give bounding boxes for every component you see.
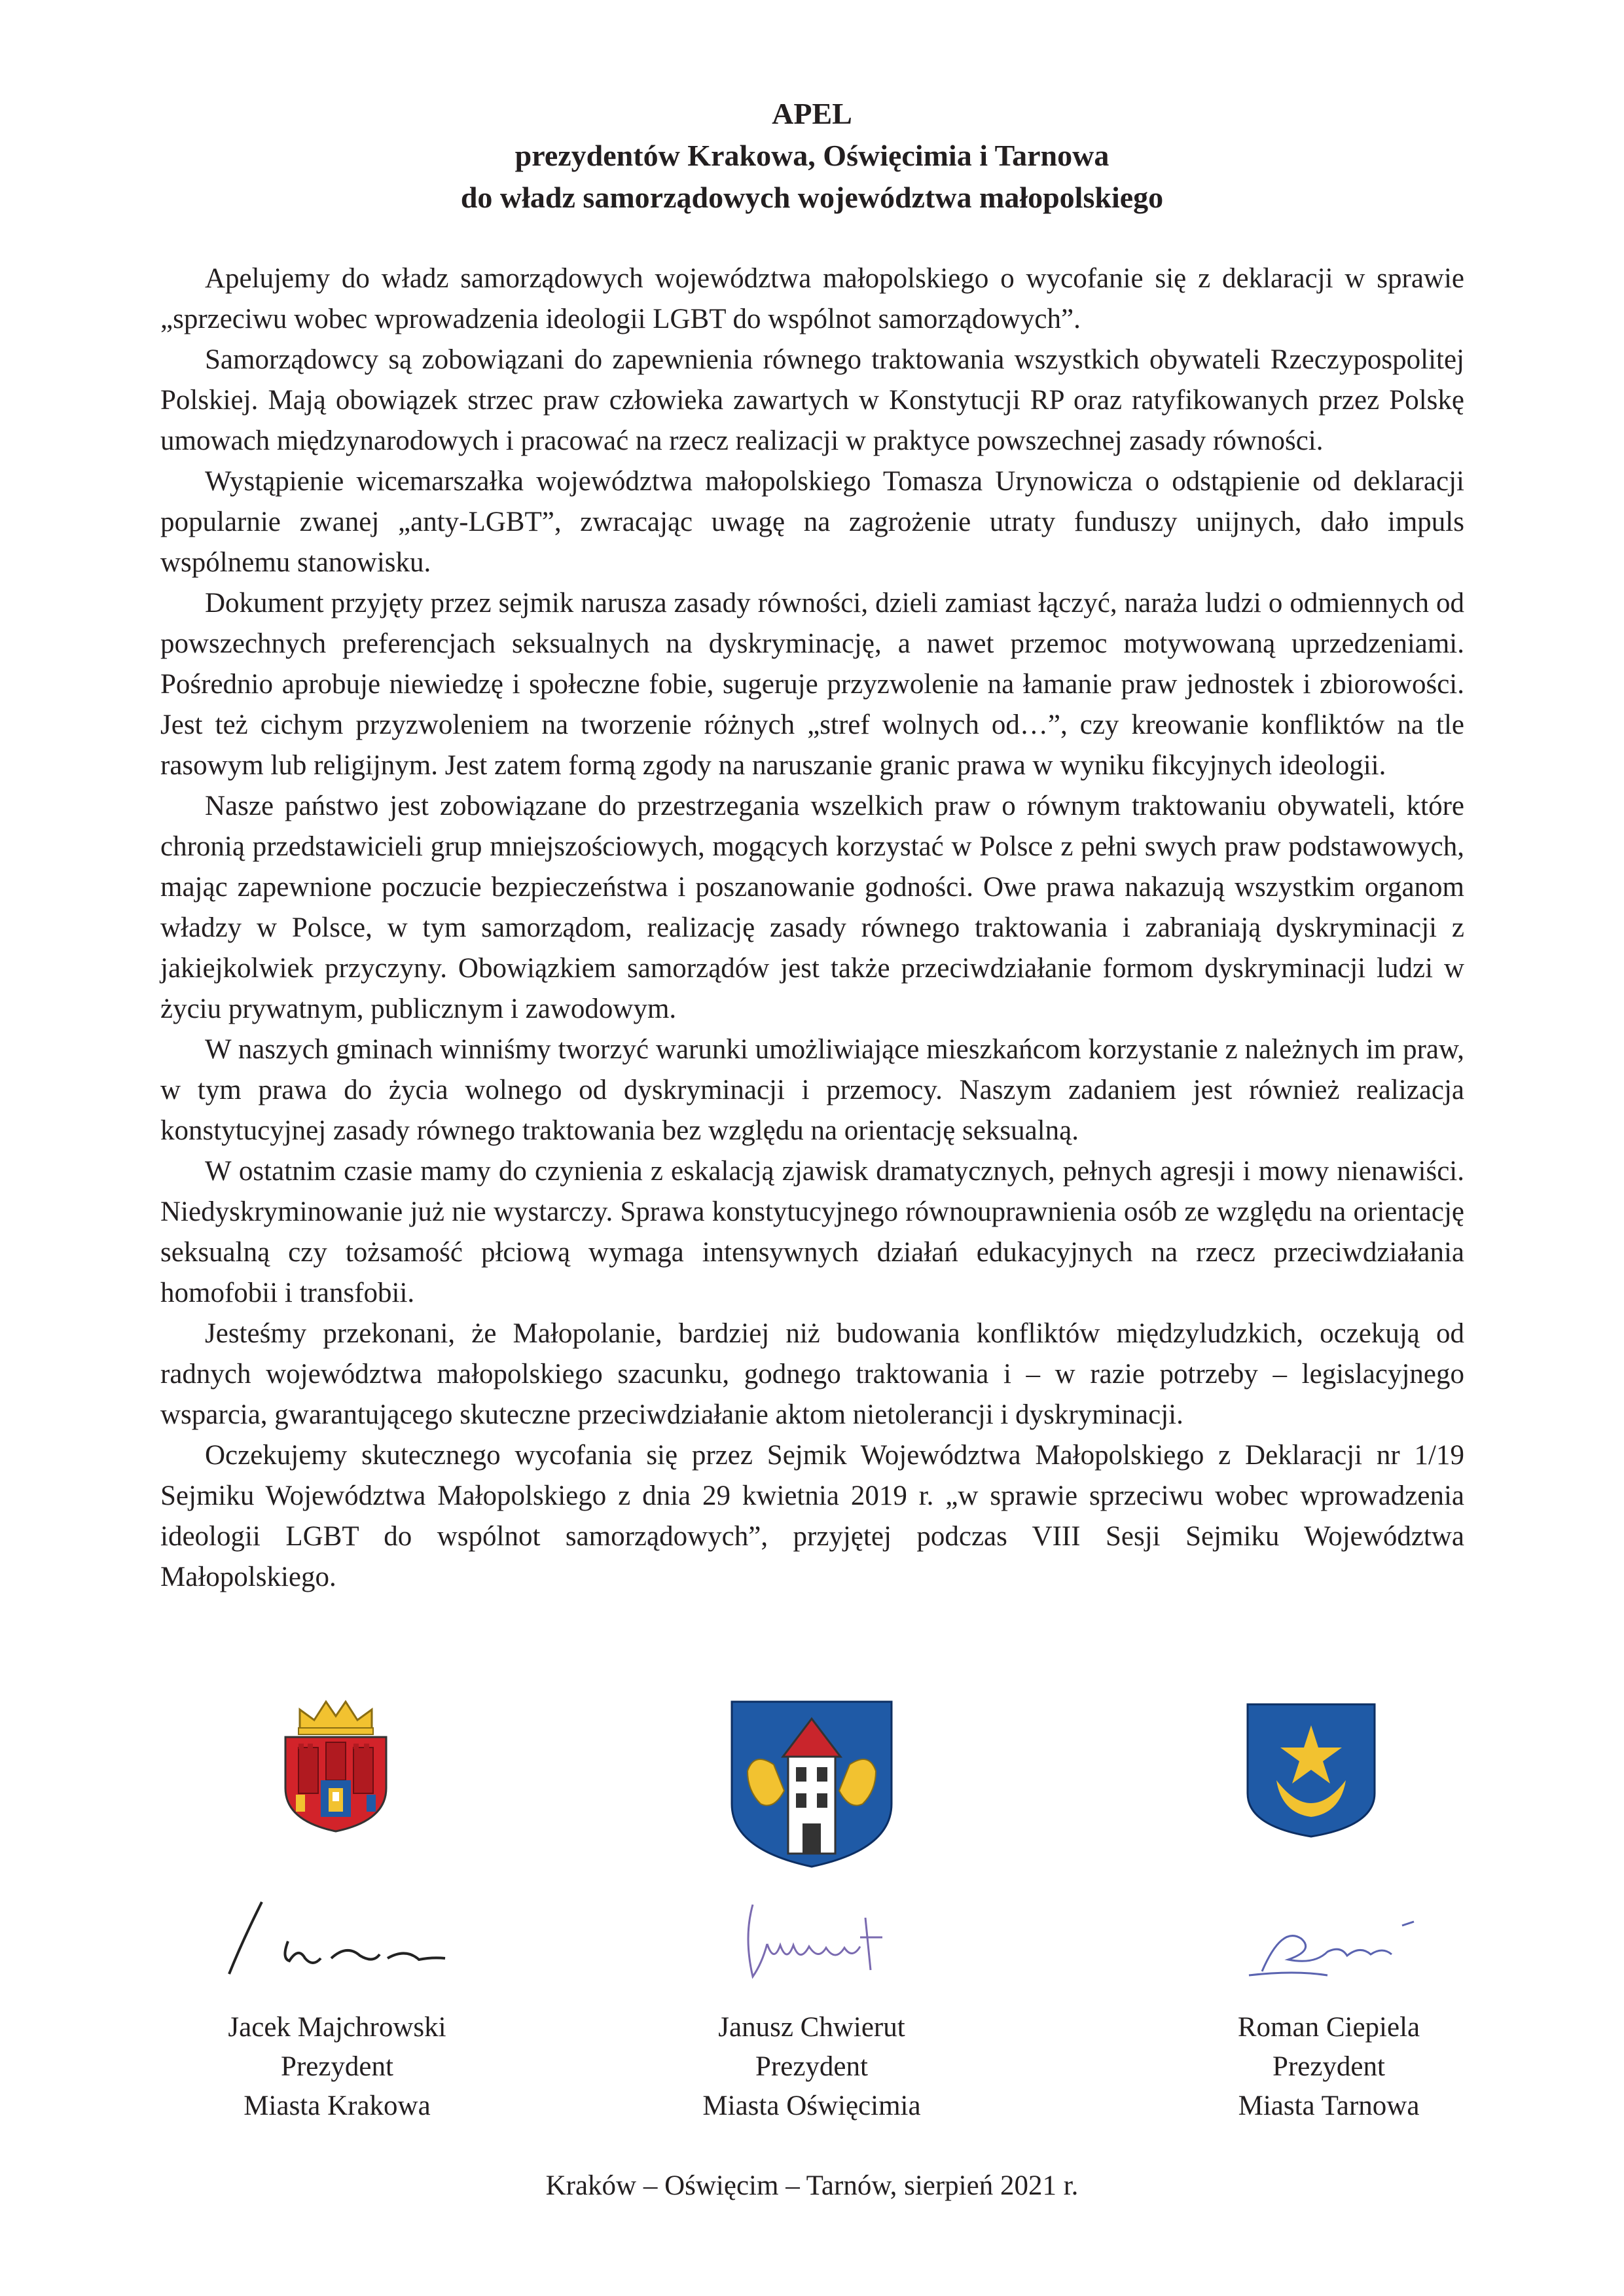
paragraph: Apelujemy do władz samorządowych województwa małopolskiego o wycofanie się z deklaracji w sprawie „sprzeciwu wobec wprowadzenia ideologii LGBT do wspólnot samorządowych”. (160, 263, 1464, 334)
paragraph: W naszych gminach winniśmy tworzyć warunki umożliwiające mieszkańcom korzystanie z należnych im praw, w tym prawa do życia wolnego od dyskryminacji i przemocy. Naszym zadaniem jest również realizacja konstytucyjnej zasady równego traktowania bez względu na orientację seksualną. (160, 1034, 1464, 1146)
letter-title (0, 93, 1624, 219)
signer-name: Janusz Chwierut (718, 2012, 905, 2043)
oswiecim-coat-of-arms (728, 1699, 895, 1869)
paragraph: Nasze państwo jest zobowiązane do przestrzegania wszelkich praw o równym traktowaniu obywateli, które chronią przedstawicieli grup mniejszościowych, mogących korzystać w Polsce z pełni swych praw podstawowych, mając zapewnione poczucie bezpieczeństwa i poszanowanie godności. Owe prawa nakazują wszystkim organom władzy w Polsce, w tym samorządom, realizację zasady równego traktowania i zabraniają dyskryminacji z jakiejkolwiek przyczyny. Obowiązkiem samorządów jest także przeciwdziałanie formom dyskryminacji ludzi w życiu prywatnym, publicznym i zawodowym. (160, 791, 1464, 1024)
signer-name: Jacek Majchrowski (228, 2012, 446, 2043)
tarnow-coat-of-arms (1242, 1702, 1380, 1839)
signer-city: Miasta Tarnowa (1238, 2090, 1420, 2121)
signer-role: Prezydent (1272, 2051, 1385, 2082)
title-line-2: prezydentów Krakowa, Oświęcimia i Tarnowa (514, 139, 1110, 172)
letter-body (160, 259, 1464, 1598)
signer-role: Prezydent (755, 2051, 868, 2082)
signature-ciepiela (1242, 1899, 1426, 1984)
signer-city: Miasta Oświęcimia (702, 2090, 921, 2121)
paragraph: Samorządowcy są zobowiązani do zapewnienia równego traktowania wszystkich obywateli Rzeczypospolitej Polskiej. Mają obowiązek strzec praw człowieka zawartych w Konstytucji RP oraz ratyfikowanych przez Polskę umowach międzynarodowych i pracować na rzecz realizacji w praktyce powszechnej zasady równości. (160, 344, 1464, 456)
title-line-3: do władz samorządowych województwa małopolskiego (460, 181, 1164, 214)
title-line-1: APEL (772, 97, 852, 130)
signer-block-oswiecim (583, 2008, 1041, 2126)
signature-chwierut (737, 1892, 907, 1990)
paragraph: Dokument przyjęty przez sejmik narusza zasady równości, dzieli zamiast łączyć, naraża ludzi o odmiennych od powszechnych preferencjach seksualnych na dyskryminację, a nawet przemoc motywowaną uprzedzeniami. Pośrednio aprobuje niewiedzę i społeczne fobie, sugeruje przyzwolenie na łamanie praw jednostek i zbiorowości. Jest też cichym przyzwoleniem na tworzenie różnych „stref wolnych od…”, czy kreowanie konfliktów na tle rasowym lub religijnym. Jest zatem formą zgody na naruszanie granic prawa w wyniku fikcyjnych ideologii. (160, 588, 1464, 781)
krakow-coat-of-arms (274, 1696, 398, 1834)
signer-name: Roman Ciepiela (1237, 2012, 1420, 2043)
paragraph: Jesteśmy przekonani, że Małopolanie, bardziej niż budowania konfliktów międzyludzkich, oczekują od radnych województwa małopolskiego szacunku, godnego traktowania i – w razie potrzeby – legislacyjnego wsparcia, gwarantującego skuteczne przeciwdziałanie aktom nietolerancji i dyskryminacji. (160, 1318, 1464, 1430)
paragraph: Wystąpienie wicemarszałka województwa małopolskiego Tomasza Urynowicza o odstąpienie od deklaracji popularnie zwanej „anty-LGBT”, zwracając uwagę na zagrożenie utraty funduszy unijnych, dało impuls wspólnemu stanowisku. (160, 466, 1464, 578)
signature-majchrowski (216, 1895, 465, 1987)
signer-block-tarnow (1100, 2008, 1558, 2126)
paragraph: W ostatnim czasie mamy do czynienia z eskalacją zjawisk dramatycznych, pełnych agresji i mowy nienawiści. Niedyskryminowanie już nie wystarczy. Sprawa konstytucyjnego równouprawnienia osób ze względu na orientację seksualną czy tożsamość płciową wymaga intensywnych działań edukacyjnych na rzecz przeciwdziałania homofobii i transfobii. (160, 1156, 1464, 1308)
paragraph: Oczekujemy skutecznego wycofania się przez Sejmik Województwa Małopolskiego z Deklaracji nr 1/19 Sejmiku Województwa Małopolskiego z dnia 29 kwietnia 2019 r. „w sprawie sprzeciwu wobec wprowadzenia ideologii LGBT do wspólnot samorządowych”, przyjętej podczas VIII Sesji Sejmiku Województwa Małopolskiego. (160, 1440, 1464, 1592)
signer-city: Miasta Krakowa (244, 2090, 431, 2121)
place-and-date: Kraków – Oświęcim – Tarnów, sierpień 2021 r. (545, 2170, 1079, 2201)
signer-block-krakow (108, 2008, 566, 2126)
signer-role: Prezydent (281, 2051, 393, 2082)
